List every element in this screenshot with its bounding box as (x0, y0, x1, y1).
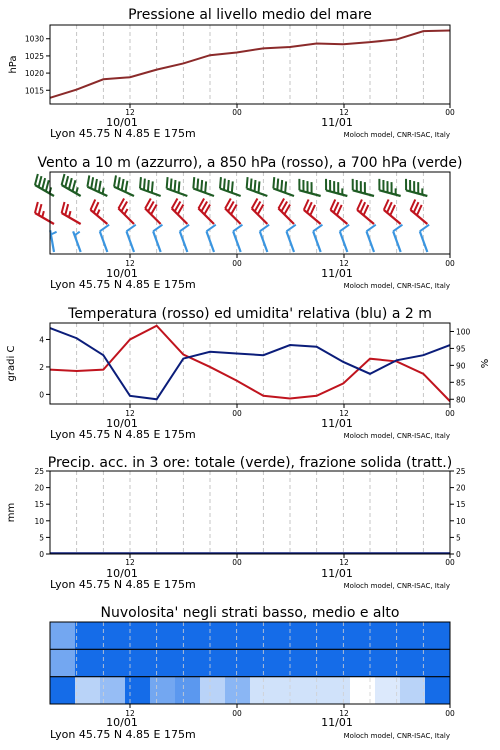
y-right-tick-label: 90 (456, 361, 466, 371)
wind-barb-10-m (260, 225, 269, 252)
y-right-tick-label: 0 (456, 550, 461, 559)
y-right-tick-label: 85 (456, 378, 466, 388)
wind-barb-850-hPa (145, 199, 161, 224)
wind-barb-10-m (286, 225, 295, 252)
cloud-cell-alto (150, 622, 176, 650)
cloud-cell-basso (100, 677, 126, 705)
chart-title: Vento a 10 m (azzurro), a 850 hPa (rosso), a 700 hPa (verde) (37, 155, 463, 171)
date-label: 10/01 (106, 267, 138, 280)
cloud-cell-basso (175, 677, 201, 705)
cloud-cell-medio (425, 649, 451, 677)
cloud-cell-alto (275, 622, 301, 650)
credit-label: Moloch model, CNR-ISAC, Italy (343, 732, 450, 740)
wind-barb-10-m (73, 231, 81, 252)
x-tick-label: 00 (445, 409, 455, 418)
cloud-cell-alto (225, 622, 251, 650)
wind-barb-10-m (206, 225, 215, 252)
cloud-cell-alto (250, 622, 276, 650)
x-tick-label: 00 (232, 558, 242, 567)
wind-barb-10-m (126, 225, 135, 252)
cloud-cell-medio (125, 649, 151, 677)
x-tick-label: 00 (232, 709, 242, 718)
cloud-cell-medio (200, 649, 226, 677)
cloud-cell-medio (275, 649, 301, 677)
cloud-cell-basso (275, 677, 301, 705)
wind-barb-850-hPa (252, 199, 268, 224)
cloud-cell-alto (325, 622, 351, 650)
y-axis-label: gradi C (6, 345, 17, 382)
cloud-cell-medio (150, 649, 176, 677)
cloud-cell-medio (350, 649, 376, 677)
y-tick-label: 1015 (24, 86, 44, 96)
plot-frame (50, 471, 450, 554)
date-label: 11/01 (321, 716, 353, 729)
chart-title: Pressione al livello medio del mare (128, 7, 372, 23)
y-axis-label: mm (6, 502, 17, 523)
cloud-cell-alto (350, 622, 376, 650)
x-tick-label: 00 (445, 558, 455, 567)
y-tick-label: 1025 (24, 51, 44, 61)
wind-barb-700-hPa (87, 175, 107, 196)
wind-barb-700-hPa (220, 177, 241, 196)
cloud-cell-alto (75, 622, 101, 650)
wind-barb-10-m (180, 225, 189, 252)
date-label: 11/01 (321, 417, 353, 430)
credit-label: Moloch model, CNR-ISAC, Italy (343, 582, 450, 590)
cloud-cell-medio (100, 649, 126, 677)
wind-barb-700-hPa (114, 175, 134, 196)
credit-label: Moloch model, CNR-ISAC, Italy (343, 131, 450, 139)
wind-barb-700-hPa (273, 177, 294, 196)
wind-barb-10-m (233, 225, 242, 252)
y-right-tick-label: 20 (456, 483, 466, 493)
wind-barb-700-hPa (167, 177, 188, 196)
chart-title: Nuvolosita' negli strati basso, medio e alto (100, 605, 400, 621)
wind-barb-700-hPa (353, 179, 374, 196)
y-tick-label: 10 (34, 516, 44, 526)
x-tick-label: 00 (445, 108, 455, 117)
y-tick-label: 1030 (24, 34, 44, 44)
cloud-cell-medio (50, 649, 76, 677)
x-tick-label: 12 (339, 409, 349, 418)
x-tick-label: 00 (445, 259, 455, 268)
y-tick-label: 0 (39, 550, 44, 559)
y-right-tick-label: 100 (456, 327, 471, 337)
cloud-cell-basso (425, 677, 451, 705)
wind-barb-10-m (153, 225, 162, 252)
x-tick-label: 00 (232, 259, 242, 268)
y-tick-label: 15 (34, 500, 44, 510)
wind-barb-700-hPa (62, 174, 81, 196)
date-label: 11/01 (321, 567, 353, 580)
y-right-tick-label: 25 (456, 467, 466, 476)
credit-label: Moloch model, CNR-ISAC, Italy (343, 282, 450, 290)
cloud-cell-medio (225, 649, 251, 677)
cloud-cell-basso (200, 677, 226, 705)
cloud-cell-medio (400, 649, 426, 677)
cloud-cell-medio (250, 649, 276, 677)
x-tick-label: 12 (125, 558, 135, 567)
wind-barb-850-hPa (278, 199, 294, 224)
wind-barb-850-hPa (330, 200, 347, 224)
wind-barb-850-hPa (357, 200, 374, 224)
wind-barb-700-hPa (247, 177, 268, 196)
cloud-cell-medio (325, 649, 351, 677)
date-label: 11/01 (321, 267, 353, 280)
cloud-cell-medio (75, 649, 101, 677)
location-label: Lyon 45.75 N 4.85 E 175m (50, 578, 196, 591)
date-label: 10/01 (106, 116, 138, 129)
cloud-cell-medio (175, 649, 201, 677)
wind-barb-10-m (393, 225, 402, 252)
cloud-cell-basso (150, 677, 176, 705)
cloud-cell-alto (125, 622, 151, 650)
cloud-cell-medio (300, 649, 326, 677)
cloud-cell-alto (300, 622, 326, 650)
wind-barb-700-hPa (140, 177, 161, 196)
plot-frame (50, 172, 450, 254)
wind-barb-850-hPa (225, 199, 241, 224)
panel-pressure (8, 7, 455, 140)
y-tick-label: 5 (39, 533, 44, 543)
y-tick-label: 1020 (24, 69, 44, 79)
cloud-cell-alto (400, 622, 426, 650)
location-label: Lyon 45.75 N 4.85 E 175m (50, 428, 196, 441)
wind-barb-700-hPa (35, 174, 54, 196)
x-tick-label: 12 (125, 409, 135, 418)
cloud-cell-alto (100, 622, 126, 650)
x-tick-label: 12 (339, 259, 349, 268)
y-tick-label: 25 (34, 467, 44, 476)
cloud-cell-basso (325, 677, 351, 705)
y-right-tick-label: 10 (456, 516, 466, 526)
cloud-cell-basso (250, 677, 276, 705)
chart-title: Temperatura (rosso) ed umidita' relativa (blu) a 2 m (68, 306, 432, 322)
wind-barb-850-hPa (198, 199, 214, 224)
wind-barb-700-hPa (406, 179, 427, 196)
y-tick-label: 20 (34, 483, 44, 493)
wind-barb-850-hPa (90, 200, 107, 224)
y-right-tick-label: 95 (456, 344, 466, 354)
x-tick-label: 12 (125, 259, 135, 268)
cloud-cell-basso (125, 677, 151, 705)
wind-barb-700-hPa (299, 179, 320, 196)
wind-barb-850-hPa (172, 199, 188, 224)
cloud-cell-basso (75, 677, 101, 705)
wind-barb-10-m (100, 225, 109, 252)
y-right-tick-label: 5 (456, 533, 461, 543)
credit-label: Moloch model, CNR-ISAC, Italy (343, 432, 450, 440)
wind-barb-700-hPa (326, 179, 347, 196)
cloud-cell-alto (50, 622, 76, 650)
location-label: Lyon 45.75 N 4.85 E 175m (50, 728, 196, 741)
x-tick-label: 12 (125, 108, 135, 117)
cloud-cell-basso (300, 677, 326, 705)
wind-barb-850-hPa (384, 200, 401, 224)
date-label: 10/01 (106, 567, 138, 580)
x-tick-label: 00 (232, 409, 242, 418)
cloud-cell-alto (200, 622, 226, 650)
x-tick-label: 12 (339, 108, 349, 117)
x-tick-label: 12 (125, 709, 135, 718)
wind-barb-10-m (420, 225, 429, 252)
y-tick-label: 0 (39, 390, 44, 400)
wind-barb-10-m (313, 225, 322, 252)
pressure-line (50, 30, 450, 97)
wind-barb-10-m (366, 225, 375, 252)
wind-barb-700-hPa (379, 179, 400, 196)
y-right-tick-label: 15 (456, 500, 466, 510)
wind-barb-850-hPa (118, 199, 134, 224)
y-right-tick-label: 80 (456, 395, 466, 405)
wind-barb-10-m (50, 230, 56, 252)
plot-frame (50, 25, 450, 104)
chart-title: Precip. acc. in 3 ore: totale (verde), frazione solida (tratt.) (47, 455, 453, 471)
wind-barb-10-m (340, 225, 349, 252)
y-tick-label: 2 (39, 362, 44, 372)
panel-temp_rh (6, 306, 491, 441)
cloud-cell-alto (175, 622, 201, 650)
cloud-cell-basso (400, 677, 426, 705)
date-label: 10/01 (106, 417, 138, 430)
x-tick-label: 00 (445, 709, 455, 718)
x-tick-label: 00 (232, 108, 242, 117)
wind-barb-850-hPa (304, 200, 321, 224)
panel-wind (35, 155, 463, 291)
location-label: Lyon 45.75 N 4.85 E 175m (50, 127, 196, 140)
date-label: 11/01 (321, 116, 353, 129)
location-label: Lyon 45.75 N 4.85 E 175m (50, 278, 196, 291)
panel-clouds (50, 605, 455, 741)
wind-barb-850-hPa (35, 202, 54, 224)
y-tick-label: 4 (39, 335, 44, 345)
cloud-cell-basso (225, 677, 251, 705)
wind-barb-700-hPa (193, 177, 214, 196)
y-right-axis-label: % (480, 358, 491, 369)
date-label: 10/01 (106, 716, 138, 729)
cloud-cell-basso (350, 677, 376, 705)
y-axis-label: hPa (8, 55, 19, 74)
cloud-cell-basso (50, 677, 76, 705)
wind-barb-850-hPa (62, 202, 81, 224)
panel-precip (6, 455, 466, 591)
cloud-cell-alto (425, 622, 451, 650)
wind-barb-850-hPa (410, 200, 427, 224)
x-tick-label: 12 (339, 558, 349, 567)
x-tick-label: 12 (339, 709, 349, 718)
